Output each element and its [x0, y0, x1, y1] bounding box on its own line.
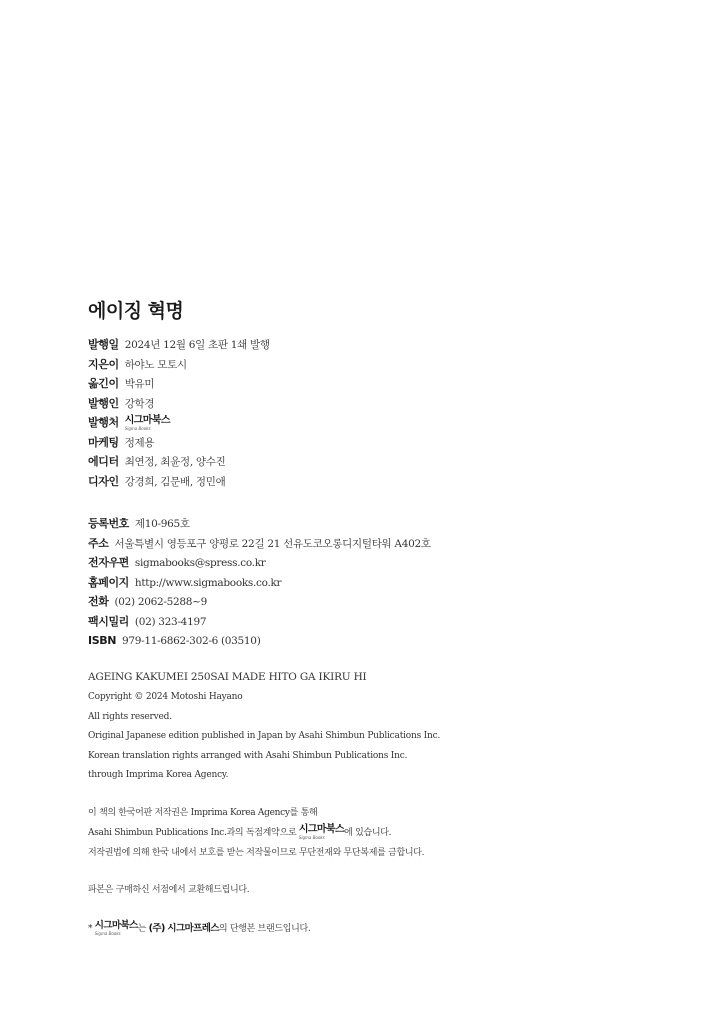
copyright-notice [88, 803, 424, 863]
author-label: 지은이 [88, 357, 119, 371]
fax-value: (02) 323-4197 [134, 615, 207, 628]
notice-line-3: 저작권법에 의해 한국 내에서 보호를 받는 저작물이므로 무단전재와 무단복제를 금합니다. [88, 848, 425, 858]
english-rights [88, 666, 440, 786]
homepage-row [88, 573, 431, 593]
phone-value: (02) 2062-5288~9 [114, 596, 208, 608]
marketing-value: 정제용 [124, 436, 155, 449]
translator-row [88, 374, 270, 394]
marketing-label: 마케팅 [88, 435, 119, 449]
publisher-row [88, 394, 270, 414]
korean-translation-rights: Korean translation rights arranged with Asahi Shimbun Publications Inc. [88, 750, 408, 761]
homepage-value: http://www.sigmabooks.co.kr [134, 576, 282, 589]
translator-label: 옮긴이 [88, 377, 119, 390]
registration-info [88, 514, 431, 651]
design-value: 강경희, 김문배, 정민애 [124, 475, 226, 488]
brand-sub: Sigma Books [124, 425, 151, 431]
rights-reserved: All rights reserved. [88, 711, 172, 722]
address-row [88, 534, 431, 554]
brand-name-footnote: 시그마북스 [94, 920, 138, 932]
sigma-books-logo [125, 416, 170, 431]
notice-line-2 [88, 823, 424, 843]
original-title: AGEING KAKUMEI 250SAI MADE HITO GA IKIRU HI [88, 671, 367, 683]
brand-footnote [88, 921, 310, 936]
brand-sub-footnote: Sigma Books [94, 930, 121, 936]
editor-row [88, 452, 270, 472]
phone-label: 전화 [88, 595, 109, 608]
translator-value: 박유미 [124, 378, 155, 390]
isbn-row [88, 631, 431, 651]
email-row [88, 553, 431, 573]
footnote-star: * [88, 924, 93, 934]
brand-name-inline: 시그마북스 [298, 824, 345, 835]
reg-number-value: 제10-965호 [134, 518, 190, 530]
address-value: 서울특별시 영등포구 양평로 22길 21 선유도코오롱디지털타워 A402호 [114, 537, 431, 550]
book-title: 에이징 혁명 [88, 300, 184, 322]
pub-date-value: 2024년 12월 6일 초판 1쇄 발행 [124, 339, 270, 351]
fax-row [88, 612, 431, 632]
footnote-end: 의 단행본 브랜드입니다. [218, 924, 311, 934]
pub-date-row [88, 335, 270, 355]
brand-sub-inline: Sigma Books [298, 835, 325, 840]
design-label: 디자인 [88, 474, 119, 488]
publisher-value: 강학경 [124, 397, 155, 410]
copyright-page [88, 0, 708, 1024]
footnote-mid: 는 [137, 924, 147, 934]
notice-line-2-post: 에 있습니다. [344, 828, 392, 838]
email-value: sigmabooks@spress.co.kr [134, 557, 266, 569]
author-value: 하야노 모토시 [124, 358, 187, 371]
imprint-label: 발행처 [88, 416, 119, 429]
editor-label: 에디터 [88, 455, 119, 468]
original-edition: Original Japanese edition published in Japan by Asahi Shimbun Publications Inc. [88, 731, 441, 741]
author-row [88, 355, 270, 375]
sigma-press-logo: (주) 시그마프레스 [148, 922, 219, 934]
pub-date-label: 발행일 [88, 338, 119, 351]
sigma-books-logo-footnote [95, 921, 138, 936]
editor-value: 최연정, 최윤정, 양수진 [124, 456, 226, 468]
design-row [88, 472, 270, 492]
marketing-row [88, 433, 270, 453]
publisher-label: 발행인 [88, 396, 119, 410]
notice-line-2-pre: Asahi Shimbun Publications Inc.과의 독점계약으로 [88, 828, 299, 838]
copyright-line: Copyright © 2024 Motoshi Hayano [88, 692, 243, 702]
homepage-label: 홈페이지 [88, 575, 129, 589]
reg-number-label: 등록번호 [88, 517, 129, 530]
exchange-notice: 파본은 구매하신 서점에서 교환해드립니다. [88, 885, 250, 895]
fax-label: 팩시밀리 [88, 614, 129, 628]
phone-row [88, 592, 431, 612]
brand-name: 시그마북스 [124, 414, 170, 426]
isbn-value: 979-11-6862-302-6 (03510) [122, 635, 261, 647]
publication-info [88, 335, 270, 491]
notice-line-1: 이 책의 한국어판 저작권은 Imprima Korea Agency를 통해 [88, 808, 318, 818]
email-label: 전자우편 [88, 556, 129, 569]
isbn-label: ISBN [88, 634, 117, 647]
reg-number-row [88, 514, 431, 534]
sigma-books-logo-inline [299, 825, 344, 840]
address-label: 주소 [88, 536, 109, 550]
imprint-row [88, 413, 270, 433]
agency-line: through Imprima Korea Agency. [88, 770, 229, 780]
